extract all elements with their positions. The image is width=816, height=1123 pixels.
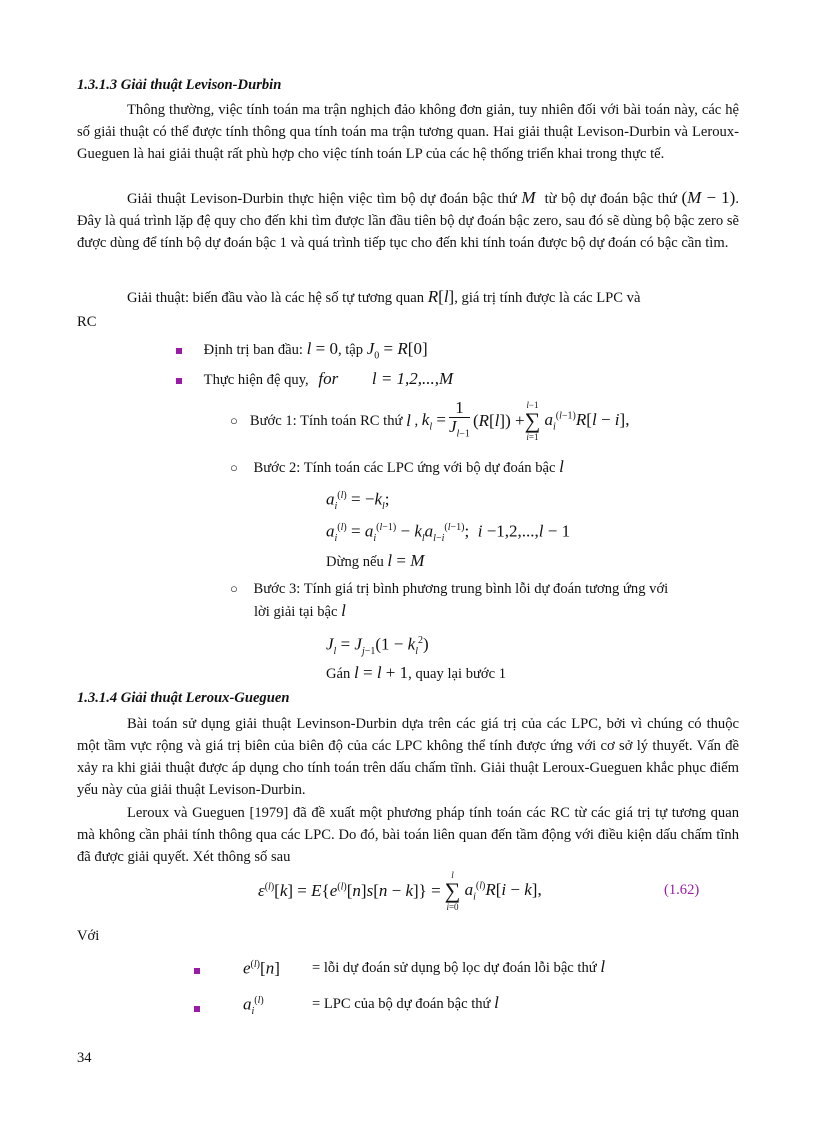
assign-step: Gán l = l + 1, quay lại bước 1 [326, 663, 507, 682]
equation-a-recursive: $a_i^{(l)} = a_i^{(l-1)} - k_la_{l-i}^{(l-1)}$; i −1,2,...,l − 1 [326, 521, 571, 545]
equation-number: (1.62) [664, 882, 700, 898]
paragraph-algorithm-input: Giải thuật: biến đầu vào là các hệ số tự tương quan R[l], giá trị tính được là các LPC và [127, 287, 641, 306]
circle-bullet-icon: ○ [230, 581, 238, 596]
paragraph-leroux-proposal: Leroux và Gueguen [1979] đã đề xuất một phương pháp tính toán các RC từ các giá trị tự tương quan mà không cần phải tính thông qua các LPC. Do đó, bài toán liên quan đến tầm động với điều kiện dấu chấm tĩnh đã được giải quyết. Xét thông số sau [77, 805, 739, 865]
paragraph-leroux-intro: Bài toán sử dụng giải thuật Levinson-Durbin dựa trên các giá trị của các LPC, bởi vì chúng có thuộc một tầm vực rộng và giá trị biên của biên độ của các LPC không thể tính được ứng với cơ sở lý thuyết. Vấn đề xảy ra khi giải thuật được áp dụng cho tính toán trên dấu chấm tĩnh. Giải thuật Leroux-Gueguen khắc phục điểm yếu này của giải thuật Levison-Durbin. [77, 716, 739, 798]
paragraph-levison-desc: Giải thuật Levison-Durbin thực hiện việc tìm bộ dự đoán bậc thứ M từ bộ dự đoán bậc thứ (M − 1). Đây là quá trình lặp đệ quy cho đến khi tìm được lần đầu tiên bộ dự đoán bậc zero, sau đó sẽ dùng bộ bậc zero sẽ được dùng để tính bộ dự đoán bậc 1 và quá trình tiếp tục cho đến khi tính toán được bộ dự đoán có bậc cần tìm. [77, 188, 739, 251]
paragraph-intro: Thông thường, việc tính toán ma trận nghịch đảo không đơn giản, tuy nhiên đối với bài toán này, các hệ số giải thuật có thể được tính thông qua tính toán ma trận tương quan. Hai giải thuật Levison-Durbin và Leroux-Gueguen là hai giải thuật rất phù hợp cho việc tính toán LP của các hệ thống triển khai trong thực tế. [77, 102, 739, 162]
bullet-init: Định trị ban đầu: l = 0, tập $J_0 = R[0]$ [176, 338, 428, 367]
def2-symbol: $a_i^{(l)}$ [243, 994, 264, 1018]
stop-condition: Dừng nếu l = M [326, 551, 425, 570]
def1-text: = lỗi dự đoán sử dụng bộ lọc dự đoán lỗi bậc thứ l [312, 957, 606, 976]
equation-1-62: $\varepsilon^{(l)}[k] = E\{e^{(l)}[n]s[n - k]\}$ = l ∑ i=0 $a_i^{(l)}R[i - k]$, [258, 870, 542, 912]
bullet-square-icon [176, 348, 182, 354]
bullet-recursion: Thực hiện đệ quy, for l = 1,2,...,M [176, 368, 453, 391]
with-label: Với [77, 928, 100, 944]
bullet-square-icon [194, 968, 200, 974]
bullet-def2 [194, 1000, 204, 1017]
def2-text: = LPC của bộ dự đoán bậc thứ l [312, 993, 499, 1012]
step-3: ○ Bước 3: Tính giá trị bình phương trung bình lỗi dự đoán tương ứng với [230, 581, 669, 597]
def1-symbol: $e^{(l)}[n]$ [243, 958, 280, 978]
bullet-square-icon [194, 1006, 200, 1012]
section-heading-1-3-1-4: 1.3.1.4 Giải thuật Leroux-Gueguen [77, 690, 290, 706]
bullet-def1 [194, 962, 204, 979]
circle-bullet-icon: ○ [230, 413, 238, 428]
step-1: ○ Bước 1: Tính toán RC thứ l , $k_l$ = $\frac{1}{J_{l-1}}$ (R[l]) + l−1 ∑ i=1 $a_i^{(l-1)}R[l - i]$, [230, 397, 630, 442]
step-3-cont: lời giải tại bậc l [254, 601, 346, 620]
paragraph-rc: RC [77, 314, 97, 330]
section-heading-1-3-1-3: 1.3.1.3 Giải thuật Levison-Durbin [77, 77, 282, 93]
page-number: 34 [77, 1050, 92, 1066]
circle-bullet-icon: ○ [230, 460, 238, 475]
equation-a-l: $a_i^{(l)} = -k_l$; [326, 489, 390, 513]
bullet-square-icon [176, 378, 182, 384]
step-2: ○ Bước 2: Tính toán các LPC ứng với bộ dự đoán bậc l [230, 457, 564, 476]
equation-j: $J_l = J_{j-1}(1 - k_l^2)$ [326, 634, 429, 658]
